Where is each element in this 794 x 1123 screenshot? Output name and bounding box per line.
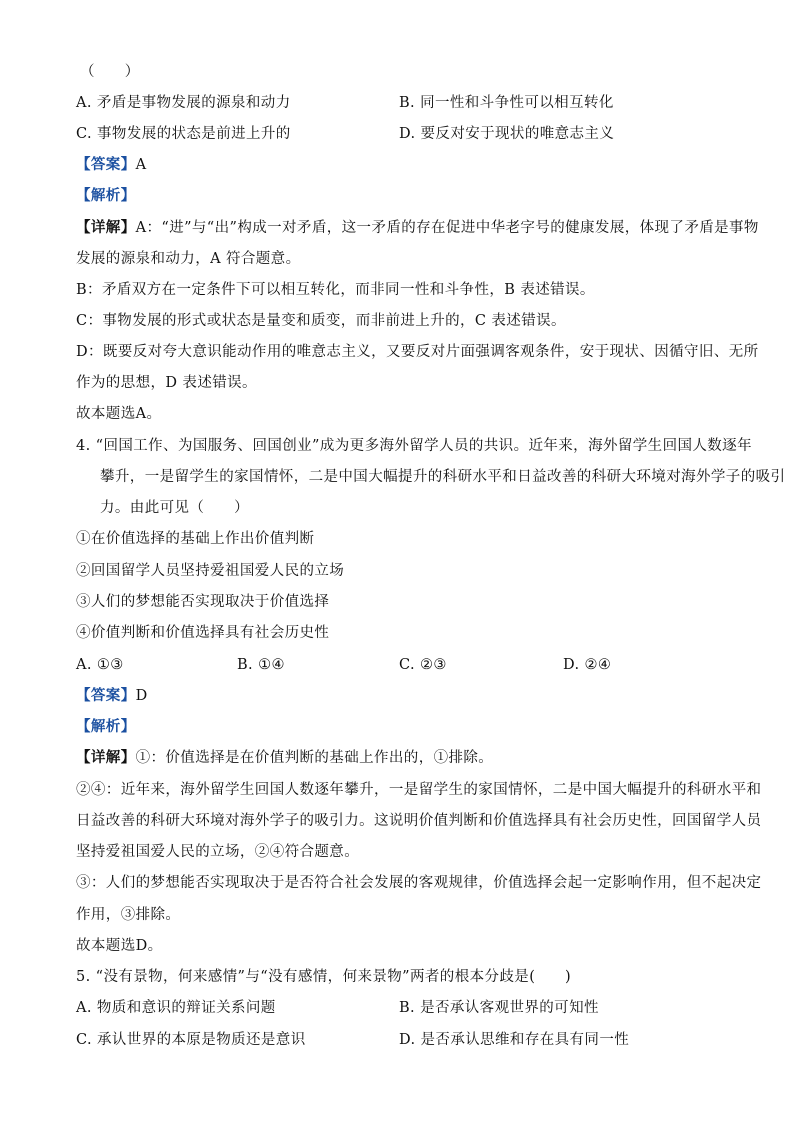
q4-statement: ②回国留学人员坚持爱祖国爱人民的立场 [76,563,345,579]
q4-option-d: D. ②④ [563,657,612,673]
q3-detail-line [76,218,759,238]
q4-analysis-label [76,717,136,737]
q3-detail-line: 发展的源泉和动力，A 符合题意。 [76,251,301,267]
q4-detail-line: ②④：近年来，海外留学生回国人数逐年攀升，一是留学生的家国情怀，二是中国大幅提升的科研水平和 [76,782,762,798]
q3-option-a: A. 矛盾是事物发展的源泉和动力 [76,95,291,111]
q5-option-d: D. 是否承认思维和存在具有同一性 [399,1032,630,1048]
q4-option-b: B. ①④ [237,657,285,673]
q3-answer [76,155,146,175]
q4-conclusion: 故本题选D。 [76,938,163,954]
q5-option-c: C. 承认世界的本原是物质还是意识 [76,1032,306,1048]
q5-stem: 5. “没有景物，何来感情”与“没有感情，何来景物”两者的根本分歧是( ) [76,969,572,985]
q4-statement: ④价值判断和价值选择具有社会历史性 [76,625,330,641]
detail-label: 【详解】 [76,219,136,236]
q3-option-d: D. 要反对安于现状的唯意志主义 [399,126,615,142]
q3-paren: （ ） [80,64,140,80]
detail-text: ①：价值选择是在价值判断的基础上作出的，①排除。 [135,750,494,766]
q5-option-a: A. 物质和意识的辩证关系问题 [76,1000,276,1016]
analysis-label: 【解析】 [76,187,136,204]
q3-detail-line: 作为的思想，D 表述错误。 [76,375,257,391]
q3-analysis-label [76,186,136,206]
answer-value: D [135,688,148,704]
analysis-label: 【解析】 [76,718,136,735]
q4-detail-line [76,748,493,768]
q3-conclusion: 故本题选A。 [76,406,162,422]
q3-option-b: B. 同一性和斗争性可以相互转化 [399,95,614,111]
q4-stem-line: 4. “回国工作、为国服务、回国创业”成为更多海外留学人员的共识。近年来，海外留学生回国人数逐年 [76,438,752,454]
detail-label: 【详解】 [76,749,136,766]
q3-detail-line: B：矛盾双方在一定条件下可以相互转化，而非同一性和斗争性，B 表述错误。 [76,282,595,298]
q4-stem-line: 攀升，一是留学生的家国情怀，二是中国大幅提升的科研水平和日益改善的科研大环境对海外学子的吸引 [100,469,786,485]
q4-detail-line: 日益改善的科研大环境对海外学子的吸引力。这说明价值判断和价值选择具有社会历史性，回国留学人员 [76,813,762,829]
q5-option-b: B. 是否承认客观世界的可知性 [399,1000,599,1016]
detail-text: A：“进”与“出”构成一对矛盾，这一矛盾的存在促进中华老字号的健康发展，体现了矛盾是事物 [135,220,759,236]
q4-option-c: C. ②③ [399,657,447,673]
q4-statement: ③人们的梦想能否实现取决于价值选择 [76,594,330,610]
q4-statement: ①在价值选择的基础上作出价值判断 [76,531,315,547]
q3-detail-line: C：事物发展的形式或状态是量变和质变，而非前进上升的，C 表述错误。 [76,313,566,329]
q4-stem-line: 力。由此可见（ ） [100,500,249,516]
q4-detail-line: 坚持爱祖国爱人民的立场，②④符合题意。 [76,844,360,860]
q4-option-a: A. ①③ [76,657,124,673]
answer-value: A [135,157,147,173]
q4-detail-line: 作用，③排除。 [76,907,181,923]
q3-option-c: C. 事物发展的状态是前进上升的 [76,126,291,142]
q4-detail-line: ③：人们的梦想能否实现取决于是否符合社会发展的客观规律，价值选择会起一定影响作用，但不起决定 [76,875,762,891]
q3-detail-line: D：既要反对夸大意识能动作用的唯意志主义，又要反对片面强调客观条件，安于现状、因循守旧、无所 [76,344,759,360]
answer-label: 【答案】 [76,156,136,173]
q4-answer [76,686,148,706]
answer-label: 【答案】 [76,687,136,704]
